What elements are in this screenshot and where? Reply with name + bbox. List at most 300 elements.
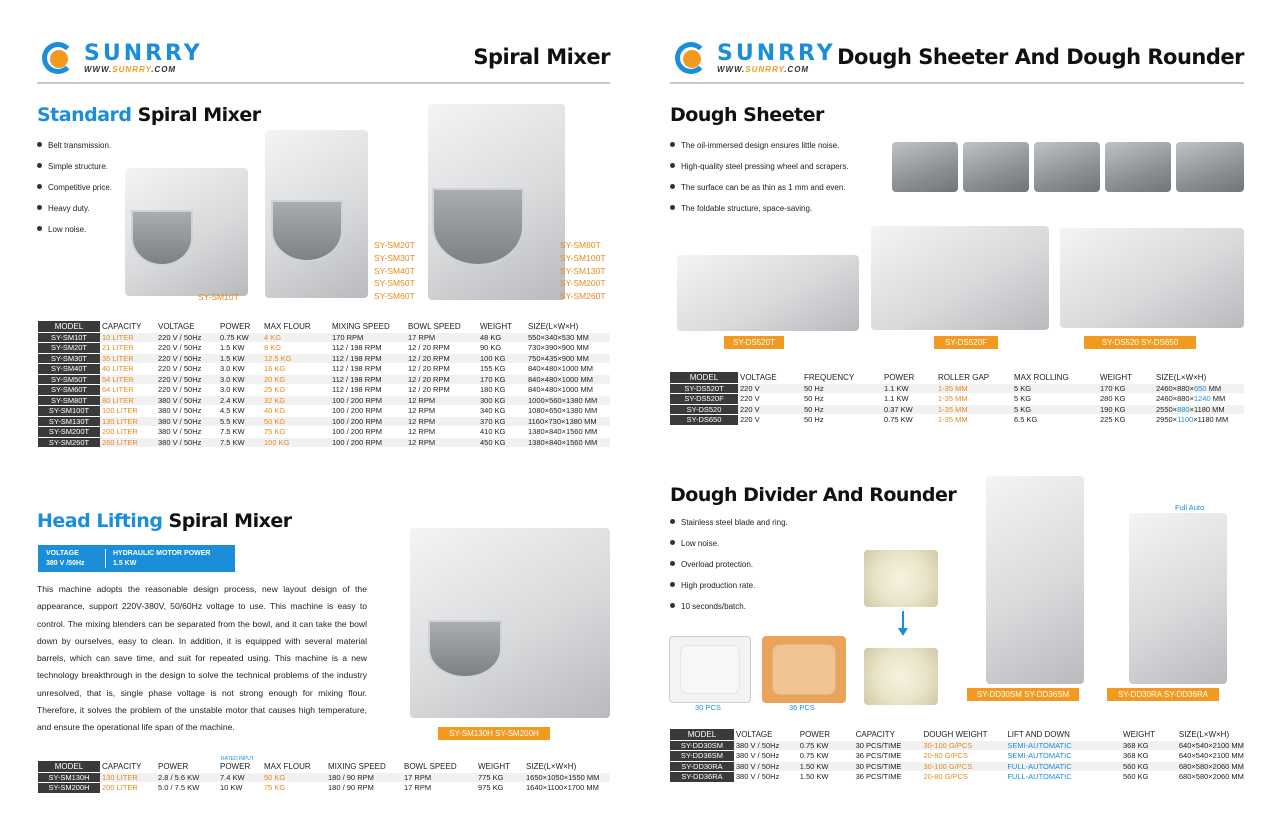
- table-cell: 30 PCS/TIME: [854, 740, 922, 751]
- table-cell: 775 KG: [476, 772, 524, 783]
- table-row: [38, 772, 610, 783]
- table-cell: 17 RPM: [406, 332, 478, 343]
- table-cell: 840×480×1000 MM: [526, 374, 610, 385]
- table-cell: 50 Hz: [802, 404, 882, 415]
- table-cell: 30-100 G/PCS: [921, 761, 1005, 772]
- table-row: [38, 427, 610, 438]
- table-cell: SY-DD30SM: [670, 740, 734, 751]
- table-cell: 180 KG: [478, 385, 526, 396]
- table-cell: SY-SM130T: [38, 416, 100, 427]
- table-cell: 0.37 KW: [882, 404, 936, 415]
- table-cell: 12 / 20 RPM: [406, 343, 478, 354]
- table-cell: 12 RPM: [406, 395, 478, 406]
- section-title-divider: Dough Divider And Rounder: [670, 484, 957, 506]
- divider-tag: SY-DD30RA SY-DD36RA: [1107, 688, 1219, 701]
- model-labels-mid: SY-SM20T SY-SM30T SY-SM40T SY-SM50T SY-SM60T: [374, 240, 415, 302]
- table-cell: 550×340×530 MM: [526, 332, 610, 343]
- table-cell: 7.4 KW: [218, 772, 262, 783]
- column-header: ROLLER GAP: [936, 372, 1012, 383]
- table-cell: 750×435×900 MM: [526, 353, 610, 364]
- table-row: [670, 415, 1244, 426]
- table-row: [38, 353, 610, 364]
- table-cell: 730×390×900 MM: [526, 343, 610, 354]
- table-cell: 0.75 KW: [218, 332, 262, 343]
- table-cell: SY-DS520F: [670, 394, 738, 405]
- table-cell: 5 KG: [1012, 404, 1098, 415]
- table-cell: 36 PCS/TIME: [854, 751, 922, 762]
- table-cell: 340 KG: [478, 406, 526, 417]
- sheeter-ds520t-image: [677, 255, 859, 331]
- table-cell: SY-SM200H: [38, 783, 100, 794]
- table-cell: 7.5 KW: [218, 437, 262, 448]
- table-cell: 12 RPM: [406, 427, 478, 438]
- plate-36-label: 36 PCS: [789, 703, 815, 712]
- table-cell: SY-DD30RA: [670, 761, 734, 772]
- column-header: MODEL: [670, 729, 734, 740]
- table-cell: 220 V / 50Hz: [156, 332, 218, 343]
- table-row: [670, 772, 1244, 783]
- logo-icon: [671, 38, 711, 78]
- detail-photo: [892, 142, 958, 192]
- table-cell: 12 / 20 RPM: [406, 374, 478, 385]
- rated-input-label: RATED INPUT: [221, 756, 254, 762]
- table-cell: 200 LITER: [100, 427, 156, 438]
- table-cell: 12 RPM: [406, 406, 478, 417]
- table-cell: 40 LITER: [100, 364, 156, 375]
- column-header: SIZE(L×W×H): [1177, 729, 1244, 740]
- page-title: Spiral Mixer: [473, 45, 610, 69]
- divider-line: [670, 82, 1244, 84]
- head-spec-box: VOLTAGE 380 V /50Hz HYDRAULIC MOTOR POWER 1.5 KW: [38, 545, 235, 572]
- table-cell: 220 V: [738, 383, 802, 394]
- table-cell: 112 / 198 RPM: [330, 343, 406, 354]
- mixer-sm80-image: [428, 104, 565, 300]
- table-row: [670, 394, 1244, 405]
- feature-item: 10 seconds/batch.: [670, 602, 788, 623]
- feature-item: Belt transmission.: [37, 141, 112, 162]
- table-cell: 12 RPM: [406, 437, 478, 448]
- table-cell: 380 V / 50Hz: [734, 740, 798, 751]
- table-cell: 16 KG: [262, 364, 330, 375]
- model-label-sm10: SY-SM10T: [198, 292, 239, 302]
- table-cell: 1.50 KW: [798, 761, 854, 772]
- column-header: SIZE(L×W×H): [526, 321, 610, 332]
- table-cell: 35 LITER: [100, 353, 156, 364]
- table-cell: 12 / 20 RPM: [406, 364, 478, 375]
- table-cell: 155 KG: [478, 364, 526, 375]
- table-cell: 1380×840×1560 MM: [526, 437, 610, 448]
- detail-photo: [1034, 142, 1100, 192]
- table-cell: 130 LITER: [100, 416, 156, 427]
- table-cell: 64 LITER: [100, 385, 156, 396]
- table-cell: SY-DS520: [670, 404, 738, 415]
- table-cell: 112 / 198 RPM: [330, 353, 406, 364]
- table-cell: 80 LITER: [100, 395, 156, 406]
- table-cell: 1.1 KW: [882, 383, 936, 394]
- column-header: POWER: [156, 761, 218, 772]
- table-cell: 100 / 200 RPM: [330, 406, 406, 417]
- table-cell: SEMI-AUTOMATIC: [1005, 751, 1121, 762]
- table-cell: 90 KG: [478, 343, 526, 354]
- table-cell: 50 KG: [262, 772, 326, 783]
- table-cell: 75 KG: [262, 783, 326, 794]
- table-cell: 20 KG: [262, 374, 330, 385]
- table-cell: SY-SM50T: [38, 374, 100, 385]
- feature-item: Low noise.: [37, 225, 112, 246]
- plate-36-photo: [762, 636, 846, 703]
- table-cell: 2460×880×650 MM: [1154, 383, 1244, 394]
- logo-icon: [38, 38, 78, 78]
- table-row: [38, 343, 610, 354]
- table-cell: 3.0 KW: [218, 385, 262, 396]
- column-header: CAPACITY: [100, 321, 156, 332]
- table-cell: 170 KG: [478, 374, 526, 385]
- table-cell: 220 V / 50Hz: [156, 385, 218, 396]
- table-cell: 380 V / 50Hz: [734, 772, 798, 783]
- table-row: [38, 374, 610, 385]
- table-cell: 220 V / 50Hz: [156, 364, 218, 375]
- table-cell: FULL-AUTOMATIC: [1005, 772, 1121, 783]
- feature-item: Simple structure.: [37, 162, 112, 183]
- table-cell: 7.5 KW: [218, 427, 262, 438]
- table-row: [670, 751, 1244, 762]
- table-cell: 260 LITER: [100, 437, 156, 448]
- column-header: VOLTAGE: [738, 372, 802, 383]
- section-title-sheeter: Dough Sheeter: [670, 104, 824, 126]
- feature-item: High-quality steel pressing wheel and scrapers.: [670, 162, 849, 183]
- table-cell: 1080×650×1380 MM: [526, 406, 610, 417]
- table-cell: SY-DS650: [670, 415, 738, 426]
- brand-logo: [38, 38, 203, 78]
- full-auto-rounder-image: [1129, 513, 1227, 684]
- table-cell: 1640×1100×1700 MM: [524, 783, 610, 794]
- sheeter-tag: SY-DS520 SY-DS650: [1084, 336, 1196, 349]
- table-cell: 12 RPM: [406, 416, 478, 427]
- table-cell: 560 KG: [1121, 772, 1177, 783]
- table-cell: 840×480×1000 MM: [526, 385, 610, 396]
- brand-logo: [671, 38, 836, 78]
- table-cell: 368 KG: [1121, 740, 1177, 751]
- table-cell: 30 PCS/TIME: [854, 761, 922, 772]
- table-cell: 5 KG: [1012, 394, 1098, 405]
- table-cell: 220 V: [738, 394, 802, 405]
- table-cell: 20-80 G/PCS: [921, 751, 1005, 762]
- divider-spec-table: [670, 729, 1244, 783]
- table-cell: 380 V / 50Hz: [156, 427, 218, 438]
- column-header: MAX FLOUR: [262, 761, 326, 772]
- table-cell: 5.0 / 7.5 KW: [156, 783, 218, 794]
- sheeter-features: [670, 141, 849, 225]
- table-cell: 30-100 G/PCS: [921, 740, 1005, 751]
- plate-30-photo: [669, 636, 751, 703]
- table-cell: 410 KG: [478, 427, 526, 438]
- table-cell: SEMI-AUTOMATIC: [1005, 740, 1121, 751]
- table-cell: 25 KG: [262, 385, 330, 396]
- table-cell: 21 LITER: [100, 343, 156, 354]
- feature-item: The surface can be as thin as 1 mm and even.: [670, 183, 849, 204]
- table-cell: SY-DS520T: [670, 383, 738, 394]
- detail-photo: [1105, 142, 1171, 192]
- table-row: [670, 383, 1244, 394]
- table-cell: 300 KG: [478, 395, 526, 406]
- table-cell: 560 KG: [1121, 761, 1177, 772]
- feature-item: Overload protection.: [670, 560, 788, 581]
- table-cell: 368 KG: [1121, 751, 1177, 762]
- sheeter-ds520-image: [1060, 228, 1244, 328]
- table-cell: 4.5 KW: [218, 406, 262, 417]
- table-row: [38, 783, 610, 794]
- table-cell: 100 KG: [262, 437, 330, 448]
- table-cell: SY-SM30T: [38, 353, 100, 364]
- table-cell: 450 KG: [478, 437, 526, 448]
- table-cell: 112 / 198 RPM: [330, 364, 406, 375]
- table-cell: SY-SM260T: [38, 437, 100, 448]
- table-cell: 50 Hz: [802, 394, 882, 405]
- column-header: MODEL: [38, 761, 100, 772]
- table-cell: 370 KG: [478, 416, 526, 427]
- table-cell: SY-DD36RA: [670, 772, 734, 783]
- table-cell: 380 V / 50Hz: [734, 761, 798, 772]
- column-header: MAX ROLLING: [1012, 372, 1098, 383]
- column-header: FREQUENCY: [802, 372, 882, 383]
- table-cell: 1-35 MM: [936, 415, 1012, 426]
- table-cell: 10 LITER: [100, 332, 156, 343]
- column-header: WEIGHT: [1121, 729, 1177, 740]
- table-cell: 20-80 G/PCS: [921, 772, 1005, 783]
- table-row: [670, 740, 1244, 751]
- table-cell: 130 LITER: [100, 772, 156, 783]
- brand-url: WWW.SUNRRY.COM: [84, 64, 177, 74]
- table-cell: 12 / 20 RPM: [406, 353, 478, 364]
- table-cell: 112 / 198 RPM: [330, 374, 406, 385]
- standard-features: [37, 141, 112, 246]
- table-cell: 6.5 KG: [1012, 415, 1098, 426]
- table-row: [38, 364, 610, 375]
- table-cell: SY-SM200T: [38, 427, 100, 438]
- column-header: MIXING SPEED: [326, 761, 402, 772]
- column-header: POWER: [882, 372, 936, 383]
- arrow-down-icon: [898, 611, 908, 637]
- table-row: [38, 395, 610, 406]
- divider-tag: SY-DD30SM SY-DD36SM: [967, 688, 1079, 701]
- mixer-sm20-image: [265, 130, 368, 298]
- head-spec-table: [38, 761, 610, 794]
- table-row: [38, 416, 610, 427]
- table-row: [670, 761, 1244, 772]
- table-cell: 220 V / 50Hz: [156, 343, 218, 354]
- sheeter-spec-table: [670, 372, 1244, 426]
- column-header: MODEL: [38, 321, 100, 332]
- dough-balls-photo: [864, 648, 938, 705]
- table-cell: 3.0 KW: [218, 364, 262, 375]
- table-cell: SY-SM100T: [38, 406, 100, 417]
- column-header: BOWL SPEED: [402, 761, 476, 772]
- table-cell: 1.50 KW: [798, 772, 854, 783]
- table-header-row: [670, 372, 1244, 383]
- table-cell: 220 V / 50Hz: [156, 374, 218, 385]
- plate-30-label: 30 PCS: [695, 703, 721, 712]
- table-cell: 225 KG: [1098, 415, 1154, 426]
- table-cell: 100 / 200 RPM: [330, 416, 406, 427]
- section-title-head: Head Lifting Spiral Mixer: [37, 510, 292, 532]
- column-header: POWER: [218, 321, 262, 332]
- column-header: VOLTAGE: [734, 729, 798, 740]
- table-cell: 100 / 200 RPM: [330, 427, 406, 438]
- table-cell: 1380×840×1560 MM: [526, 427, 610, 438]
- column-header: SIZE(L×W×H): [1154, 372, 1244, 383]
- column-header: BOWL SPEED: [406, 321, 478, 332]
- feature-item: The foldable structure, space-saving.: [670, 204, 849, 225]
- table-cell: 12 / 20 RPM: [406, 385, 478, 396]
- column-header: POWER: [218, 761, 262, 772]
- brand-name: SUNRRY: [717, 40, 836, 66]
- table-cell: 840×480×1000 MM: [526, 364, 610, 375]
- table-cell: 640×540×2100 MM: [1178, 740, 1244, 750]
- table-cell: 2460×880×1240 MM: [1154, 394, 1244, 405]
- brand-url: WWW.SUNRRY.COM: [717, 64, 810, 74]
- table-cell: 50 Hz: [802, 415, 882, 426]
- table-cell: 680×580×2060 MM: [1178, 761, 1244, 771]
- sheeter-tag: SY-DS520F: [934, 336, 998, 349]
- table-cell: 1-35 MM: [936, 404, 1012, 415]
- table-cell: 12.5 KG: [262, 353, 330, 364]
- section-title-standard: Standard Spiral Mixer: [37, 104, 261, 126]
- column-header: WEIGHT: [1098, 372, 1154, 383]
- table-cell: 280 KG: [1098, 394, 1154, 405]
- table-row: [38, 406, 610, 417]
- table-cell: 17 RPM: [402, 783, 476, 794]
- table-cell: 170 KG: [1098, 383, 1154, 394]
- table-cell: 112 / 198 RPM: [330, 385, 406, 396]
- table-cell: 1.5 KW: [218, 353, 262, 364]
- table-cell: 170 RPM: [330, 332, 406, 343]
- divider-features: [670, 518, 788, 623]
- dough-sheet-photo: [864, 550, 938, 607]
- column-header: CAPACITY: [100, 761, 156, 772]
- table-cell: 32 KG: [262, 395, 330, 406]
- left-page: [0, 0, 620, 824]
- feature-item: Heavy duty.: [37, 204, 112, 225]
- column-header: DOUGH WEIGHT: [921, 729, 1005, 740]
- head-lifting-mixer-image: [410, 528, 610, 718]
- table-cell: SY-SM10T: [38, 332, 100, 343]
- table-cell: 54 LITER: [100, 374, 156, 385]
- column-header: WEIGHT: [476, 761, 524, 772]
- table-cell: 5 KG: [1012, 383, 1098, 394]
- table-cell: 17 RPM: [402, 772, 476, 783]
- table-cell: FULL-AUTOMATIC: [1005, 761, 1121, 772]
- brand-name: SUNRRY: [84, 40, 203, 66]
- table-cell: SY-SM80T: [38, 395, 100, 406]
- table-cell: 0.75 KW: [798, 751, 854, 762]
- column-header: SIZE(L×W×H): [524, 761, 610, 772]
- table-header-row: [38, 321, 610, 332]
- column-header: MIXING SPEED: [330, 321, 406, 332]
- table-cell: 1000×560×1380 MM: [526, 395, 610, 406]
- column-header: WEIGHT: [478, 321, 526, 332]
- detail-photo: [963, 142, 1029, 192]
- table-cell: 3.0 KW: [218, 374, 262, 385]
- column-header: MODEL: [670, 372, 738, 383]
- semi-auto-rounder-image: [986, 476, 1084, 684]
- table-cell: 1-35 MM: [936, 394, 1012, 405]
- table-cell: SY-SM130H: [38, 772, 100, 783]
- table-cell: 380 V / 50Hz: [156, 416, 218, 427]
- sheeter-tag: SY-DS520T: [724, 336, 784, 349]
- table-cell: 100 LITER: [100, 406, 156, 417]
- column-header: CAPACITY: [854, 729, 922, 740]
- table-cell: 4 KG: [262, 332, 330, 343]
- table-cell: SY-DD36SM: [670, 751, 734, 762]
- table-cell: 0.75 KW: [798, 740, 854, 751]
- table-cell: SY-SM20T: [38, 343, 100, 354]
- feature-item: The oil-immersed design ensures little noise.: [670, 141, 849, 162]
- table-cell: 50 Hz: [802, 383, 882, 394]
- table-cell: 2.4 KW: [218, 395, 262, 406]
- table-header-row: [38, 761, 610, 772]
- table-cell: SY-SM40T: [38, 364, 100, 375]
- table-cell: 1.5 KW: [218, 343, 262, 354]
- table-cell: 100 KG: [478, 353, 526, 364]
- table-cell: 380 V / 50Hz: [156, 406, 218, 417]
- column-header: VOLTAGE: [156, 321, 218, 332]
- head-model-tag: SY-SM130H SY-SM200H: [438, 727, 550, 740]
- table-cell: 220 V: [738, 404, 802, 415]
- table-cell: 220 V / 50Hz: [156, 353, 218, 364]
- table-cell: 1650×1050×1550 MM: [524, 772, 610, 783]
- column-header: MAX FLOUR: [262, 321, 330, 332]
- mixer-sm10-image: [125, 168, 248, 296]
- table-cell: 200 LITER: [100, 783, 156, 794]
- table-cell: 1.1 KW: [882, 394, 936, 405]
- table-cell: 975 KG: [476, 783, 524, 794]
- table-cell: 1160×730×1380 MM: [526, 416, 610, 427]
- sheeter-ds520f-image: [871, 226, 1049, 330]
- divider-line: [37, 82, 610, 84]
- table-cell: 8 KG: [262, 343, 330, 354]
- standard-spec-table: [38, 321, 610, 448]
- table-cell: 380 V / 50Hz: [156, 395, 218, 406]
- table-cell: 180 / 90 RPM: [326, 783, 402, 794]
- table-cell: 40 KG: [262, 406, 330, 417]
- table-cell: 220 V: [738, 415, 802, 426]
- model-labels-right: SY-SM80T SY-SM100T SY-SM130T SY-SM200T SY-SM260T: [560, 240, 606, 302]
- column-header: POWER: [798, 729, 854, 740]
- feature-item: Low noise.: [670, 539, 788, 560]
- table-cell: 380 V / 50Hz: [156, 437, 218, 448]
- column-header: LIFT AND DOWN: [1005, 729, 1121, 740]
- table-cell: 36 PCS/TIME: [854, 772, 922, 783]
- table-cell: 48 KG: [478, 332, 526, 343]
- full-auto-label: Full Auto: [1175, 503, 1205, 512]
- table-cell: 640×540×2100 MM: [1178, 751, 1244, 761]
- feature-item: Stainless steel blade and ring.: [670, 518, 788, 539]
- table-cell: 190 KG: [1098, 404, 1154, 415]
- table-cell: 2550×880×1180 MM: [1154, 404, 1244, 415]
- table-cell: 100 / 200 RPM: [330, 395, 406, 406]
- table-row: [38, 385, 610, 396]
- table-cell: 10 KW: [218, 783, 262, 794]
- table-cell: 2.8 / 5.6 KW: [156, 772, 218, 783]
- table-cell: SY-SM60T: [38, 385, 100, 396]
- table-cell: 100 / 200 RPM: [330, 437, 406, 448]
- table-row: [670, 404, 1244, 415]
- right-page: [641, 0, 1261, 824]
- table-cell: 2950×1100×1180 MM: [1154, 415, 1244, 426]
- head-description: This machine adopts the reasonable design process, new layout design of the appearance, support 220V-380V, 50/60Hz voltage to use. This machine is easy to control. The mixing blenders can be separated from the bowl, and it can take the bowl down by ourselves, easy to clean. In addition, it is equipped with several material barrels, which can save time, and suit for repeated using. This machine is a new technology breakthrough in the design to solve the technical problems of the industry unresolved, that is, single phase voltage is not strong enough for mixing flour. Therefore, it solves the problem of the unstable motor that causes high temperature, and ensure the operational life span of the machine.: [37, 584, 367, 733]
- table-cell: 50 KG: [262, 416, 330, 427]
- detail-photo: [1176, 142, 1244, 192]
